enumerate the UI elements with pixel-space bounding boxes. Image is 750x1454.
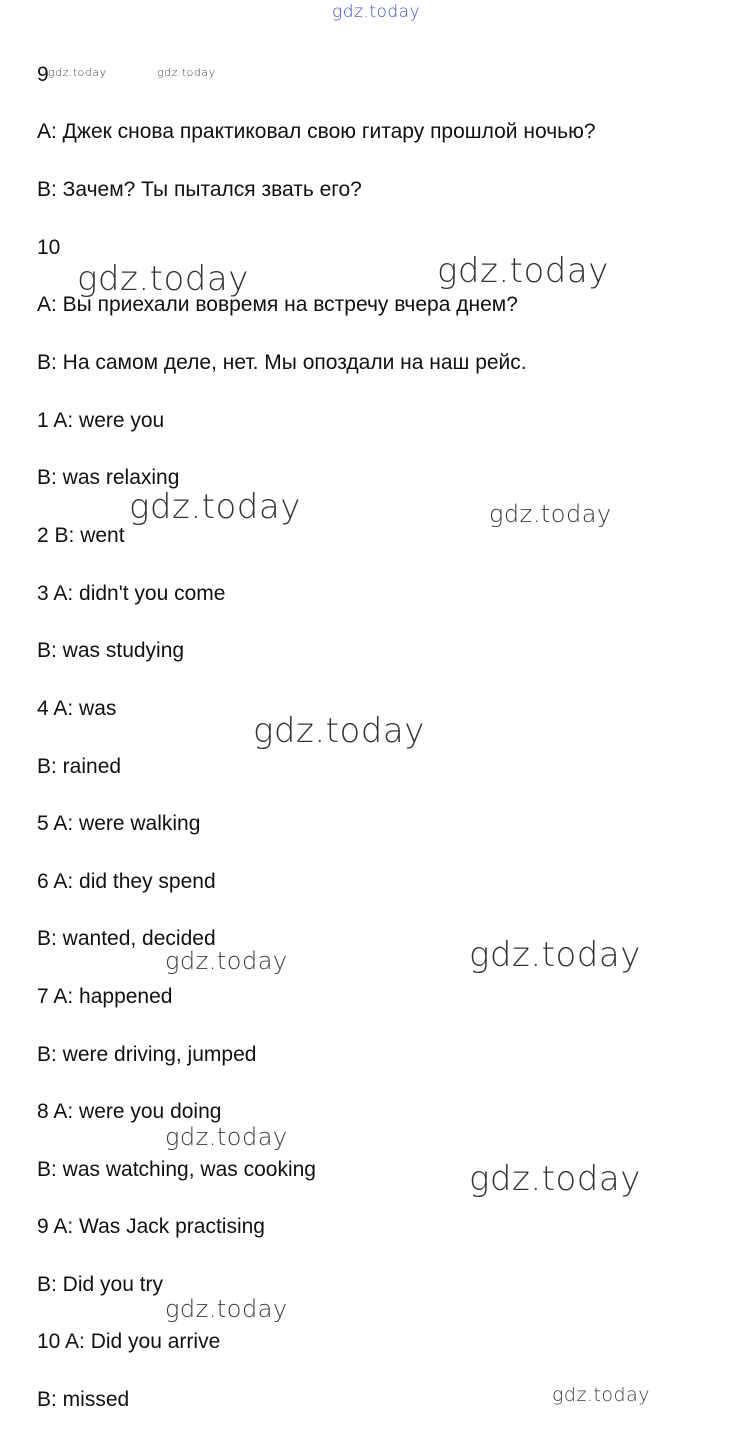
watermark: gdz.today [77,259,249,299]
answer-line: B: missed [37,1388,130,1411]
text-line: B: Зачем? Ты пытался звать его? [37,178,362,201]
watermark-top: gdz.today [332,2,421,22]
answer-line: B: was relaxing [37,466,180,489]
watermark: gdz.today [437,251,609,291]
exercise-number: 9 [37,63,49,86]
watermark: gdz.today [165,1295,288,1323]
watermark: gdz.today [129,487,301,527]
answer-line: B: wanted, decided [37,927,216,950]
answer-line: 3 A: didn't you come [37,582,226,605]
answer-line: 10 A: Did you arrive [37,1330,221,1353]
watermark: gdz.today [165,1123,288,1151]
watermark-small-1: gdz.today [48,66,107,79]
watermark: gdz.today [253,711,425,751]
watermark: gdz.today [165,947,288,975]
text-line: B: На самом деле, нет. Мы опоздали на наш рейс. [37,351,527,374]
answer-line: B: were driving, jumped [37,1043,257,1066]
watermark: gdz.today [469,935,641,975]
answer-line: 5 A: were walking [37,812,201,835]
answer-line: B: was studying [37,639,185,662]
answer-line: B: Did you try [37,1273,164,1296]
answer-line: 1 A: were you [37,409,165,432]
answer-line: 7 A: happened [37,985,173,1008]
text-line: A: Джек снова практиковал свою гитару прошлой ночью? [37,120,596,143]
watermark: gdz.today [469,1159,641,1199]
watermark: gdz.today [489,500,612,528]
answer-line: 6 A: did they spend [37,870,216,893]
answer-line: 8 A: were you doing [37,1100,222,1123]
answer-line: 2 B: went [37,524,125,547]
answer-line: B: was watching, was cooking [37,1158,316,1181]
text-line: A: Вы приехали вовремя на встречу вчера днем? [37,293,518,316]
text-line: 10 [37,236,61,259]
watermark: gdz.today [552,1384,650,1406]
watermark-small-2: gdz.today [157,66,216,79]
answer-line: B: rained [37,755,122,778]
answer-line: 4 A: was [37,697,117,720]
answer-line: 9 A: Was Jack practising [37,1215,265,1238]
